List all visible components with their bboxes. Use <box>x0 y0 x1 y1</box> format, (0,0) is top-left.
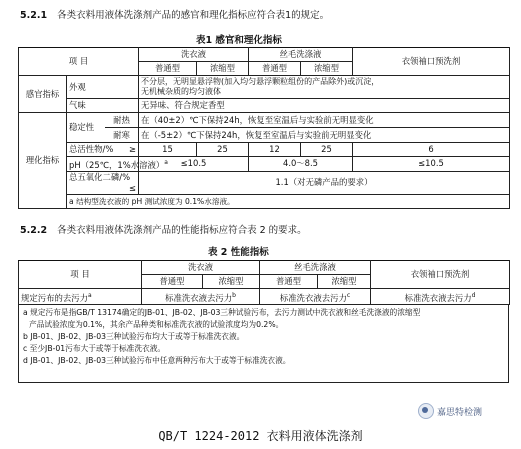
ph-label <box>67 157 168 172</box>
laundry-requirement-text: 标准洗衣液去污力 <box>165 292 233 303</box>
active-value: 12 <box>249 143 301 157</box>
header-concentrated: 浓缩型 <box>203 275 260 289</box>
active-value: 15 <box>139 143 197 157</box>
active-sign: ≥ <box>128 144 136 154</box>
table2-note-d: d JB-01、JB-02、JB-03三种试验污布中任意两种污布大于或等于标准洗衣液。 <box>23 356 291 365</box>
laundry-requirement <box>142 289 260 305</box>
ph-label-text: pH（25℃，1%水溶液） <box>69 159 165 170</box>
header-concentrated: 浓缩型 <box>301 62 353 76</box>
header-concentrated: 浓缩型 <box>197 62 249 76</box>
header-collar: 衣领袖口预洗剂 <box>353 48 510 76</box>
collar-note: d <box>471 291 476 299</box>
table2-note-b: b JB-01、JB-02、JB-03三种试验污布均大于或等于标准洗衣液。 <box>23 332 245 341</box>
clause-text: 各类衣料用液体洗涤剂产品的感官和理化指标应符合表1的规定。 <box>57 10 330 21</box>
header-wool-silk: 丝毛洗涤液 <box>260 261 371 275</box>
appearance-line-2: 无机械杂质的均匀液体 <box>141 87 221 96</box>
physchem-label: 理化指标 <box>19 113 67 209</box>
p2o5-sign: ≤ <box>128 182 136 193</box>
table1-footnote: a 结构型洗衣液的 pH 测试浓度为 0.1%水溶液。 <box>67 194 510 208</box>
clause-number: 5.2.2 <box>20 225 48 236</box>
ph-value: ≤10.5 <box>139 157 249 172</box>
clause-text: 各类衣料用液体洗涤剂产品的性能指标应符合表 2 的要求。 <box>57 225 307 236</box>
ph-note: a <box>164 159 168 166</box>
p2o5-label <box>67 171 139 194</box>
active-label <box>67 143 139 157</box>
sensory-label: 感官指标 <box>19 76 67 113</box>
header-item: 项 目 <box>19 48 139 76</box>
p2o5-value: 1.1（对无磷产品的要求） <box>139 171 510 194</box>
collar-requirement <box>371 289 510 305</box>
table2-caption: 表 2 性能指标 <box>208 247 269 258</box>
cold-label: 耐寒 <box>105 128 139 143</box>
appearance-label: 外观 <box>67 76 139 99</box>
page-caption: QB/T 1224-2012 衣料用液体洗涤剂 <box>158 429 363 443</box>
header-laundry: 洗衣液 <box>142 261 260 275</box>
collar-requirement-text: 标准洗衣液去污力 <box>404 292 472 303</box>
watermark <box>418 401 514 421</box>
header-collar: 衣领袖口预洗剂 <box>371 261 510 289</box>
wool-requirement <box>260 289 371 305</box>
table2-note-a-cont: 产品试验浓度为0.1%，其余产品种类和标准洗衣液的试验浓度均为0.2%。 <box>29 320 284 329</box>
header-laundry: 洗衣液 <box>139 48 249 62</box>
header-normal: 普通型 <box>249 62 301 76</box>
table1 <box>18 47 510 209</box>
table1-caption: 表1 感官和理化指标 <box>196 35 282 46</box>
clause-5-2-1 <box>20 10 329 22</box>
cold-text: 在（-5±2）℃下保持24h，恢复至室温后与实验前无明显变化 <box>139 128 510 143</box>
clause-5-2-2 <box>20 225 307 237</box>
header-wool-silk: 丝毛洗涤液 <box>249 48 353 62</box>
active-value: 6 <box>353 143 510 157</box>
stability-label: 稳定性 <box>67 113 105 143</box>
p2o5-label-text: 总五氧化二磷/% <box>69 171 131 182</box>
appearance-text <box>139 76 510 99</box>
header-normal: 普通型 <box>139 62 197 76</box>
table2 <box>18 260 510 305</box>
table2-note-a: a 规定污布是指GB/T 13174确定的JB-01、JB-02、JB-03三种试验污布，去污力测试中洗衣液和丝毛洗涤液的浓缩型 <box>23 308 421 317</box>
soil-cloth-label <box>19 289 142 305</box>
active-label-text: 总活性物/% <box>69 144 114 154</box>
active-value: 25 <box>301 143 353 157</box>
soil-cloth-label-text: 规定污布的去污力 <box>21 292 88 303</box>
header-normal: 普通型 <box>260 275 318 289</box>
odor-label: 气味 <box>67 99 139 113</box>
header-item: 项 目 <box>19 261 142 289</box>
active-value: 25 <box>197 143 249 157</box>
table2-note-c: c 至少JB-01污布大于或等于标准洗衣液。 <box>23 344 166 353</box>
ph-value: ≤10.5 <box>353 157 510 172</box>
heat-text: 在（40±2）℃下保持24h，恢复至室温后与实验前无明显变化 <box>139 113 510 128</box>
header-normal: 普通型 <box>142 275 203 289</box>
odor-text: 无异味、符合规定香型 <box>139 99 510 113</box>
table2-notes <box>18 305 509 383</box>
appearance-line-1: 不分层，无明显悬浮物(加入均匀悬浮颗粒组份的产品除外)或沉淀， <box>141 77 380 86</box>
wool-note: c <box>346 291 351 299</box>
wechat-logo-icon <box>418 403 434 419</box>
clause-number: 5.2.1 <box>20 10 48 21</box>
header-concentrated: 浓缩型 <box>318 275 371 289</box>
laundry-note: b <box>232 291 236 299</box>
wool-requirement-text: 标准洗衣液去污力 <box>279 292 347 303</box>
ph-value: 4.0～8.5 <box>249 157 353 172</box>
heat-label: 耐热 <box>105 113 139 128</box>
soil-cloth-note: a <box>88 291 92 299</box>
watermark-text: 嘉思特检测 <box>437 407 483 418</box>
